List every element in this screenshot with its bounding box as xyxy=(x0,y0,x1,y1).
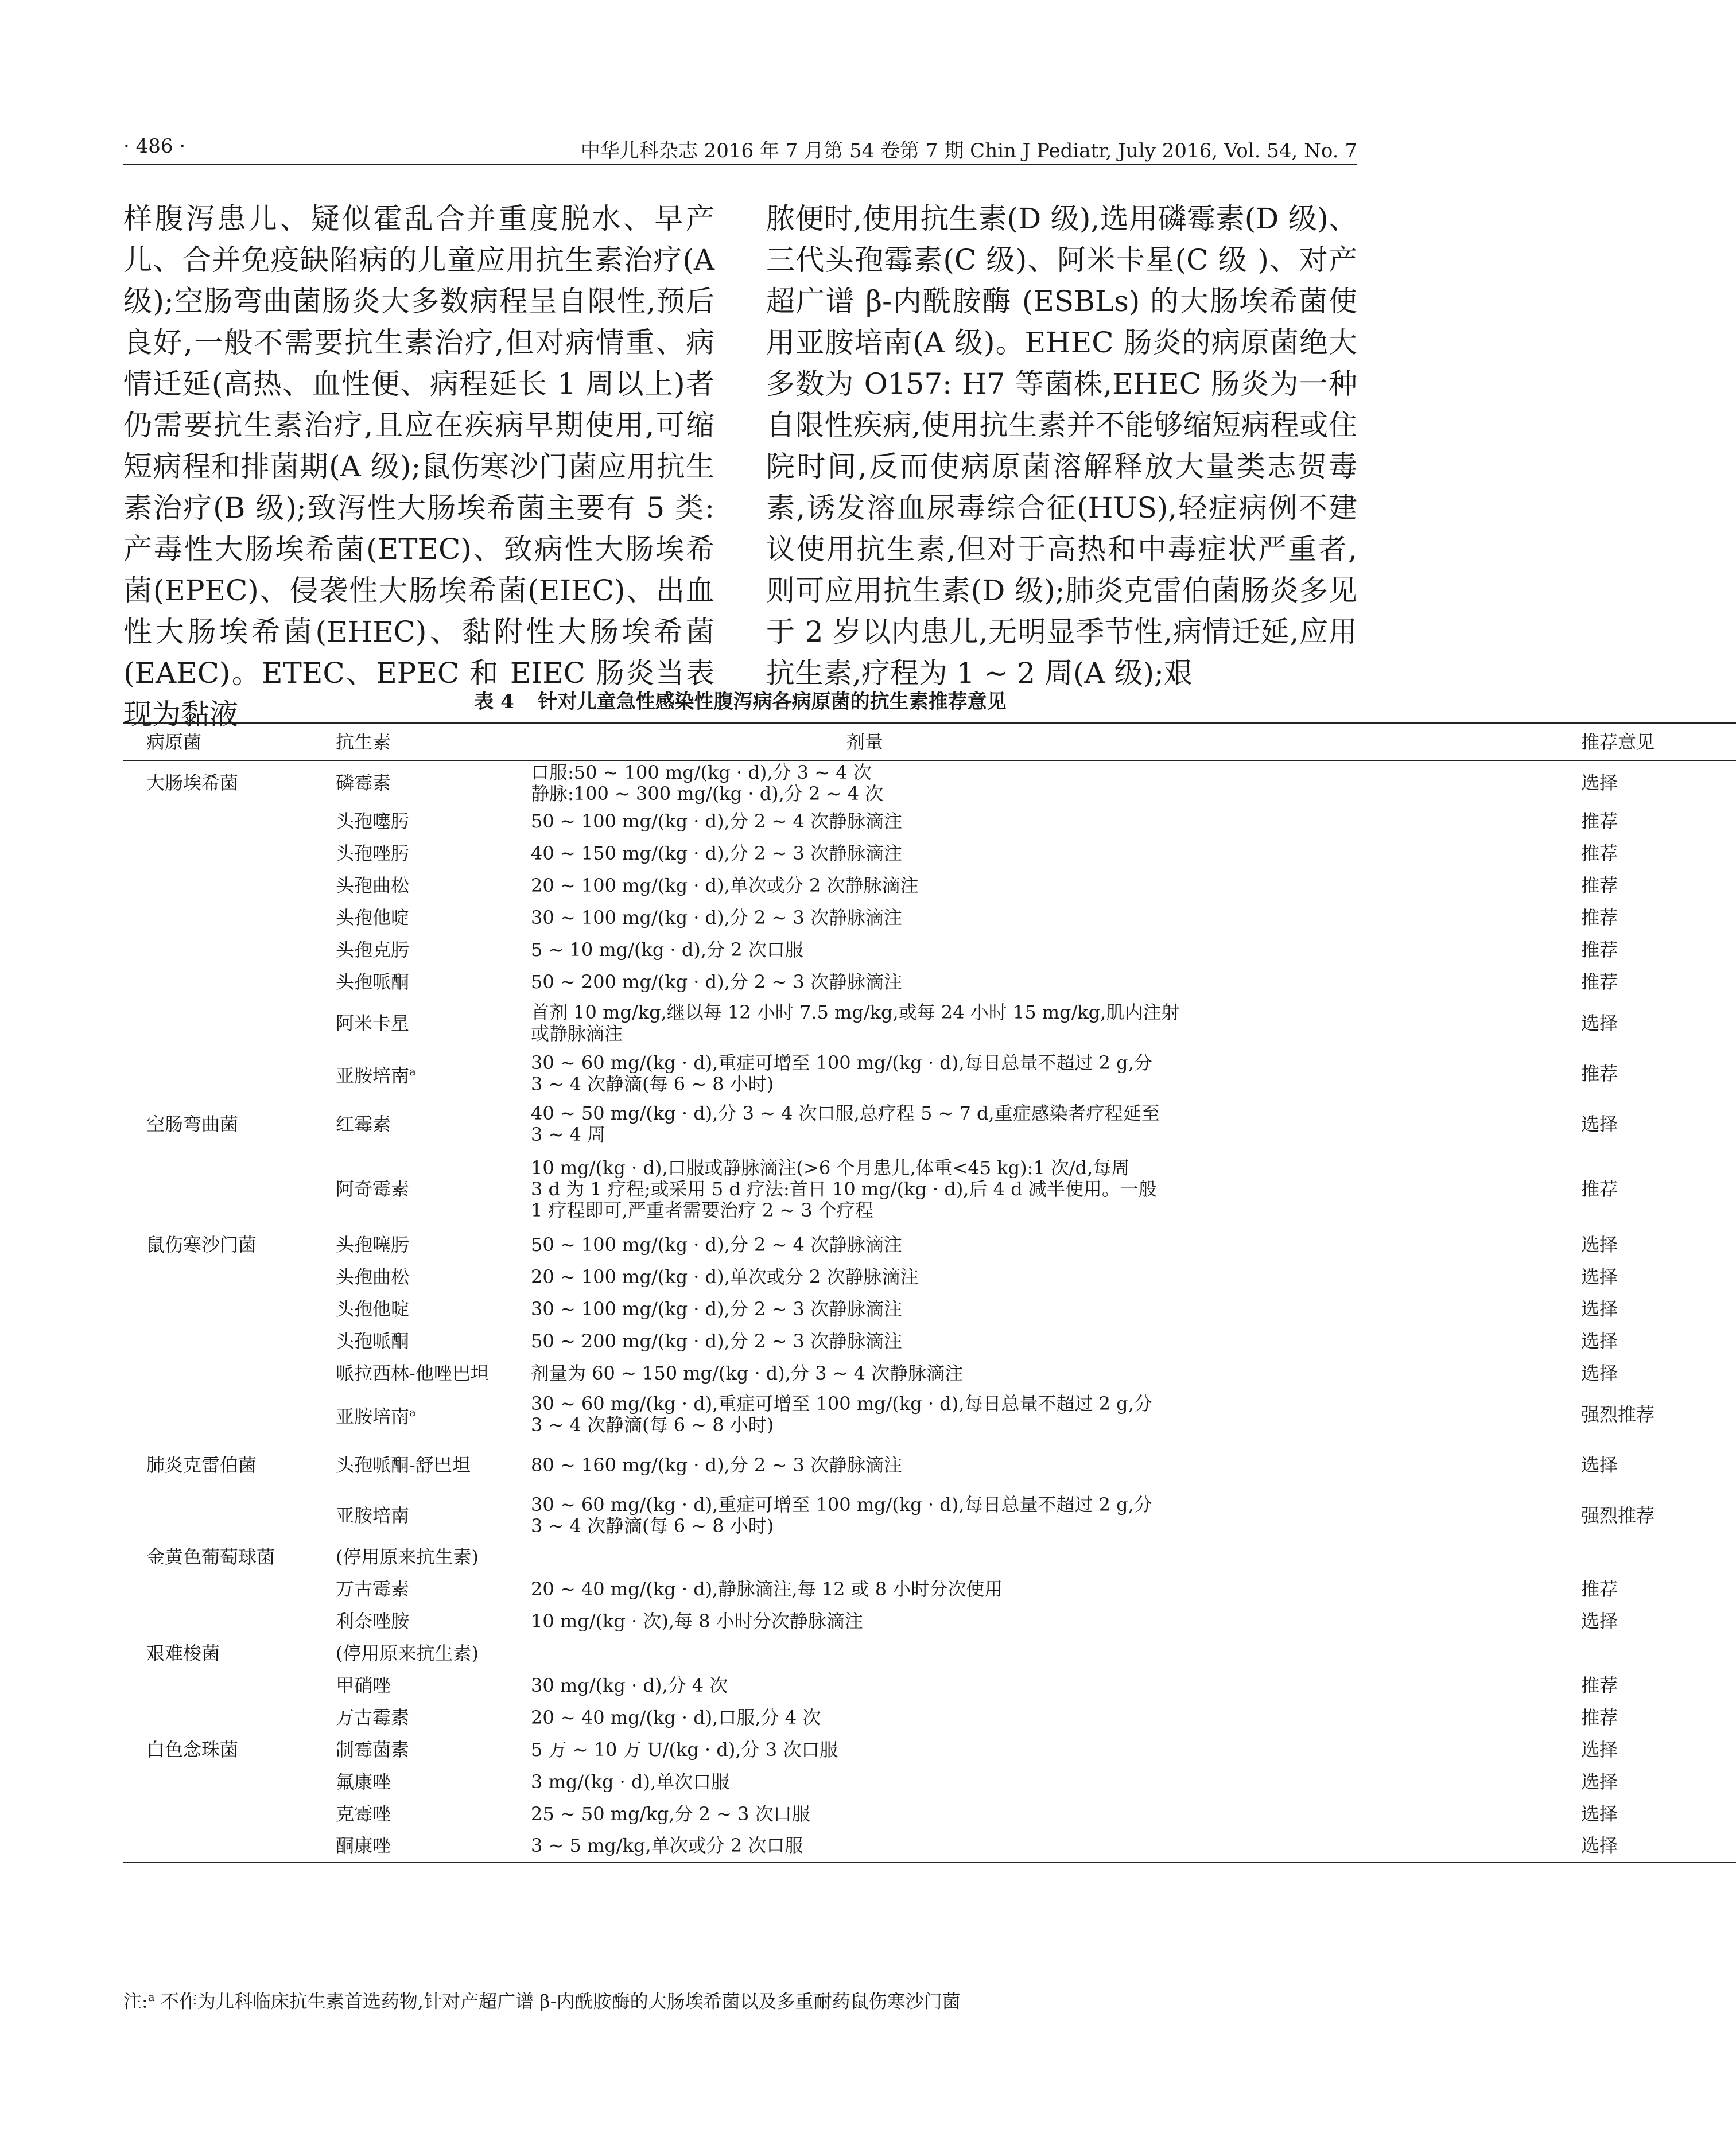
cell-pathogen xyxy=(123,1229,330,1261)
cell-recommendation: 推荐 xyxy=(1581,1706,1618,1728)
cell-dose xyxy=(525,1637,1575,1669)
cell-dose: 3 ~ 5 mg/kg,单次或分 2 次口服 xyxy=(525,1830,1575,1862)
cell-recommendation xyxy=(1575,1637,1736,1669)
cell-dose: 50 ~ 200 mg/(kg · d),分 2 ~ 3 次静脉滴注 xyxy=(531,970,902,993)
antibiotic-name: 头孢克肟 xyxy=(336,938,410,961)
cell-antibiotic xyxy=(330,1389,525,1440)
cell-pathogen xyxy=(123,1798,330,1830)
footnote-text: 不作为儿科临床抗生素首选药物,针对产超广谱 β-内酰胺酶的大肠埃希菌以及多重耐药鼠伤寒沙门菌 xyxy=(160,1990,961,2012)
table-row xyxy=(123,1440,1736,1490)
cell-recommendation xyxy=(1575,1541,1736,1573)
cell-antibiotic xyxy=(330,1830,525,1862)
cell-antibiotic xyxy=(330,1669,525,1701)
table-row xyxy=(123,1261,1736,1293)
table-row xyxy=(123,869,1736,902)
footnote-ref-mark: a xyxy=(409,1064,416,1078)
cell-antibiotic xyxy=(330,1149,525,1229)
cell-pathogen xyxy=(123,805,330,837)
cell-antibiotic xyxy=(330,1048,525,1099)
cell-recommendation: 强烈推荐 xyxy=(1581,1403,1655,1425)
body-text-left-column: 样腹泻患儿、疑似霍乱合并重度脱水、早产儿、合并免疫缺陷病的儿童应用抗生素治疗(A 级);空肠弯曲菌肠炎大多数病程呈自限性,预后良好,一般不需要抗生素治疗,但对病情重、病情迁延(高热、血性便、病程延长 1 周以上)者仍需要抗生素治疗,且应在疾病早期使用,可缩短病程和排菌期(A 级);鼠伤寒沙门菌应用抗生素治疗(B 级);致泻性大肠埃希菌主要有 5 类:产毒性大肠埃希菌(ETEC)、致病性大肠埃希菌(EPEC)、侵袭性大肠埃希菌(EIEC)、出血性大肠埃希菌(EHEC)、黏附性大肠埃希菌(EAEC)。ETEC、EPEC 和 EIEC 肠炎当表现为黏液 xyxy=(123,202,714,731)
cell-pathogen xyxy=(123,1734,330,1766)
cell-antibiotic xyxy=(330,1701,525,1734)
cell-antibiotic xyxy=(330,837,525,869)
header-recommendation: 推荐意见 xyxy=(1575,723,1736,761)
antibiotic-name: 万古霉素 xyxy=(336,1706,410,1728)
cell-recommendation: 选择 xyxy=(1581,1454,1618,1476)
antibiotic-name: 氟康唑 xyxy=(336,1770,391,1793)
cell-dose: 30 ~ 60 mg/(kg · d),重症可增至 100 mg/(kg · d),每日总量不超过 2 g,分 3 ~ 4 次静滴(每 6 ~ 8 小时) xyxy=(531,1393,1152,1436)
cell-antibiotic xyxy=(330,869,525,902)
table-row xyxy=(123,1099,1736,1149)
cell-dose: 30 ~ 100 mg/(kg · d),分 2 ~ 3 次静脉滴注 xyxy=(531,906,902,928)
antibiotic-name: 克霉唑 xyxy=(336,1802,391,1825)
cell-recommendation: 强烈推荐 xyxy=(1581,1504,1655,1526)
cell-recommendation: 推荐 xyxy=(1581,1178,1618,1200)
cell-pathogen xyxy=(123,1293,330,1325)
cell-antibiotic xyxy=(330,1440,525,1490)
cell-antibiotic xyxy=(330,1541,525,1573)
cell-recommendation: 推荐 xyxy=(1581,874,1618,896)
antibiotic-name: 利奈唑胺 xyxy=(336,1610,410,1632)
cell-recommendation: 选择 xyxy=(1581,1738,1618,1761)
table-header-row xyxy=(123,723,1736,761)
cell-dose: 40 ~ 150 mg/(kg · d),分 2 ~ 3 次静脉滴注 xyxy=(531,842,902,864)
antibiotic-name: (停用原来抗生素) xyxy=(336,1642,479,1664)
page-number: · 486 · xyxy=(123,135,186,158)
cell-pathogen xyxy=(123,902,330,934)
cell-antibiotic xyxy=(330,1325,525,1357)
table-row xyxy=(123,1149,1736,1229)
cell-dose: 50 ~ 100 mg/(kg · d),分 2 ~ 4 次静脉滴注 xyxy=(531,810,902,832)
cell-recommendation: 选择 xyxy=(1581,1330,1618,1352)
table-caption xyxy=(123,686,1357,720)
table-row xyxy=(123,902,1736,934)
cell-dose: 10 mg/(kg · 次),每 8 小时分次静脉滴注 xyxy=(531,1610,863,1632)
cell-recommendation: 选择 xyxy=(1581,1362,1618,1384)
cell-dose: 口服:50 ~ 100 mg/(kg · d),分 3 ~ 4 次 静脉:100 ~ 300 mg/(kg · d),分 2 ~ 4 次 xyxy=(531,761,884,805)
table-row xyxy=(123,966,1736,998)
cell-dose: 20 ~ 40 mg/(kg · d),静脉滴注,每 12 或 8 小时分次使用 xyxy=(531,1577,1003,1600)
cell-dose: 40 ~ 50 mg/(kg · d),分 3 ~ 4 次口服,总疗程 5 ~ 7 d,重症感染者疗程延至 3 ~ 4 周 xyxy=(531,1102,1160,1145)
cell-dose: 30 mg/(kg · d),分 4 次 xyxy=(531,1674,728,1696)
antibiotic-name: 头孢曲松 xyxy=(336,1265,410,1288)
cell-antibiotic xyxy=(330,1605,525,1637)
cell-recommendation: 选择 xyxy=(1581,1610,1618,1632)
footnote-mark: a xyxy=(147,1990,155,2004)
table-row xyxy=(123,1830,1736,1862)
cell-pathogen xyxy=(123,1573,330,1605)
cell-recommendation: 选择 xyxy=(1581,1265,1618,1288)
cell-dose: 首剂 10 mg/kg,继以每 12 小时 7.5 mg/kg,或每 24 小时 15 mg/kg,肌内注射 或静脉滴注 xyxy=(531,1001,1180,1044)
footnote-prefix: 注: xyxy=(123,1990,148,2012)
cell-dose: 30 ~ 60 mg/(kg · d),重症可增至 100 mg/(kg · d),每日总量不超过 2 g,分 3 ~ 4 次静滴(每 6 ~ 8 小时) xyxy=(531,1052,1152,1095)
cell-antibiotic xyxy=(330,1734,525,1766)
cell-dose: 3 mg/(kg · d),单次口服 xyxy=(531,1770,730,1793)
antibiotic-name: 亚胺培南 xyxy=(336,1405,410,1428)
cell-pathogen xyxy=(123,1605,330,1637)
antibiotic-name: 万古霉素 xyxy=(336,1577,410,1600)
antibiotic-name: 甲硝唑 xyxy=(336,1674,391,1696)
cell-pathogen xyxy=(123,934,330,966)
cell-dose: 80 ~ 160 mg/(kg · d),分 2 ~ 3 次静脉滴注 xyxy=(531,1454,902,1476)
cell-pathogen xyxy=(123,1440,330,1490)
table-row xyxy=(123,1357,1736,1389)
antibiotic-recommendation-table xyxy=(123,722,1736,1863)
antibiotic-name: 亚胺培南 xyxy=(336,1064,410,1087)
cell-pathogen xyxy=(123,760,330,805)
header-dose: 剂量 xyxy=(525,723,1575,761)
antibiotic-name: (停用原来抗生素) xyxy=(336,1545,479,1568)
cell-recommendation: 选择 xyxy=(1575,1830,1736,1862)
footnote-ref-mark: a xyxy=(409,1405,416,1419)
table-row xyxy=(123,1229,1736,1261)
antibiotic-name: 头孢哌酮 xyxy=(336,1330,410,1352)
cell-antibiotic xyxy=(330,1637,525,1669)
cell-recommendation: 选择 xyxy=(1581,1113,1618,1135)
body-text-right-column: 脓便时,使用抗生素(D 级),选用磷霉素(D 级)、三代头孢霉素(C 级)、阿米卡星(C 级 )、对产超广谱 β-内酰胺酶 (ESBLs) 的大肠埃希菌使用亚胺培南(A 级)。EHEC 肠炎的病原菌绝大多数为 O157: H7 等菌株,EHEC 肠炎为一种自限性疾病,使用抗生素并不能够缩短病程或住院时间,反而使病原菌溶解释放大量类志贺毒素,诱发溶血尿毒综合征(HUS),轻症病例不建议使用抗生素,但对于高热和中毒症状严重者,则可应用抗生素(D 级);肺炎克雷伯菌肠炎多见于 2 岁以内患儿,无明显季节性,病情迁延,应用抗生素,疗程为 1 ~ 2 周(A 级);艰 xyxy=(766,202,1357,690)
antibiotic-name: 酮康唑 xyxy=(336,1834,391,1856)
cell-antibiotic xyxy=(330,1573,525,1605)
cell-pathogen xyxy=(123,1099,330,1149)
antibiotic-name: 头孢他啶 xyxy=(336,906,410,928)
table-row xyxy=(123,760,1736,805)
cell-recommendation: 选择 xyxy=(1581,772,1618,794)
table-row xyxy=(123,1637,1736,1669)
cell-recommendation: 选择 xyxy=(1581,1297,1618,1320)
cell-antibiotic xyxy=(330,966,525,998)
table-row xyxy=(123,1669,1736,1701)
cell-pathogen xyxy=(123,1766,330,1798)
cell-dose xyxy=(525,1541,1575,1573)
cell-dose: 10 mg/(kg · d),口服或静脉滴注(>6 个月患儿,体重<45 kg):1 次/d,每周 3 d 为 1 疗程;或采用 5 d 疗法:首日 10 mg/(kg · d),后 4 d 减半使用。一般 1 疗程即可,严重者需要治疗 2 ~ 3 个疗程 xyxy=(531,1156,1157,1221)
cell-dose: 5 万 ~ 10 万 U/(kg · d),分 3 次口服 xyxy=(531,1738,838,1761)
cell-recommendation: 推荐 xyxy=(1581,1577,1618,1600)
cell-antibiotic xyxy=(330,1357,525,1389)
table-row xyxy=(123,1048,1736,1099)
cell-recommendation: 推荐 xyxy=(1581,842,1618,864)
pathogen-name: 鼠伤寒沙门菌 xyxy=(146,1233,257,1256)
journal-citation: 中华儿科杂志 2016 年 7 月第 54 卷第 7 期 Chin J Pediatr, July 2016, Vol. 54, No. 7 xyxy=(580,139,1357,162)
pathogen-name: 艰难梭菌 xyxy=(146,1642,220,1664)
cell-pathogen xyxy=(123,1357,330,1389)
table-row xyxy=(123,934,1736,966)
cell-pathogen xyxy=(123,1669,330,1701)
cell-antibiotic xyxy=(330,934,525,966)
cell-pathogen xyxy=(123,1830,330,1862)
antibiotic-name: 阿米卡星 xyxy=(336,1012,410,1034)
cell-pathogen xyxy=(123,1325,330,1357)
antibiotic-name: 头孢噻肟 xyxy=(336,810,410,832)
pathogen-name: 白色念珠菌 xyxy=(146,1738,239,1761)
antibiotic-name: 阿奇霉素 xyxy=(336,1178,410,1200)
antibiotic-name: 头孢噻肟 xyxy=(336,1233,410,1256)
cell-dose: 25 ~ 50 mg/kg,分 2 ~ 3 次口服 xyxy=(531,1802,810,1825)
cell-recommendation: 选择 xyxy=(1581,1233,1618,1256)
table-row xyxy=(123,1798,1736,1830)
table-row xyxy=(123,998,1736,1048)
table-title: 针对儿童急性感染性腹泻病各病原菌的抗生素推荐意见 xyxy=(538,690,1007,713)
antibiotic-name: 亚胺培南 xyxy=(336,1504,410,1526)
cell-dose: 20 ~ 100 mg/(kg · d),单次或分 2 次静脉滴注 xyxy=(531,1265,919,1288)
header-antibiotic: 抗生素 xyxy=(330,723,525,761)
antibiotic-name: 哌拉西林-他唑巴坦 xyxy=(336,1362,489,1384)
cell-pathogen xyxy=(123,1637,330,1669)
pathogen-name: 肺炎克雷伯菌 xyxy=(146,1454,257,1476)
antibiotic-name: 头孢曲松 xyxy=(336,874,410,896)
cell-antibiotic xyxy=(330,1099,525,1149)
cell-pathogen xyxy=(123,869,330,902)
cell-pathogen xyxy=(123,966,330,998)
cell-pathogen xyxy=(123,1490,330,1541)
cell-recommendation: 推荐 xyxy=(1581,1674,1618,1696)
table-row xyxy=(123,1389,1736,1440)
cell-antibiotic xyxy=(330,1293,525,1325)
cell-dose: 30 ~ 60 mg/(kg · d),重症可增至 100 mg/(kg · d),每日总量不超过 2 g,分 3 ~ 4 次静滴(每 6 ~ 8 小时) xyxy=(531,1494,1152,1537)
antibiotic-name: 磷霉素 xyxy=(336,772,391,794)
cell-dose: 20 ~ 100 mg/(kg · d),单次或分 2 次静脉滴注 xyxy=(531,874,919,896)
cell-pathogen xyxy=(123,1149,330,1229)
table-number: 表 4 xyxy=(474,690,514,713)
table-row xyxy=(123,1325,1736,1357)
table-row xyxy=(123,805,1736,837)
cell-antibiotic xyxy=(330,1490,525,1541)
table-row xyxy=(123,1605,1736,1637)
antibiotic-name: 红霉素 xyxy=(336,1113,391,1135)
antibiotic-name: 头孢唑肟 xyxy=(336,842,410,864)
cell-antibiotic xyxy=(330,1229,525,1261)
pathogen-name: 空肠弯曲菌 xyxy=(146,1113,239,1135)
cell-pathogen xyxy=(123,1048,330,1099)
cell-recommendation: 推荐 xyxy=(1581,970,1618,993)
cell-pathogen xyxy=(123,1261,330,1293)
table-row xyxy=(123,1573,1736,1605)
cell-antibiotic xyxy=(330,805,525,837)
cell-recommendation: 推荐 xyxy=(1581,810,1618,832)
cell-pathogen xyxy=(123,998,330,1048)
cell-dose: 5 ~ 10 mg/(kg · d),分 2 次口服 xyxy=(531,938,803,961)
cell-antibiotic xyxy=(330,1798,525,1830)
table-row xyxy=(123,1766,1736,1798)
cell-pathogen xyxy=(123,1389,330,1440)
cell-recommendation: 选择 xyxy=(1581,1012,1618,1034)
pathogen-name: 大肠埃希菌 xyxy=(146,772,239,794)
cell-dose: 20 ~ 40 mg/(kg · d),口服,分 4 次 xyxy=(531,1706,821,1728)
cell-dose: 50 ~ 100 mg/(kg · d),分 2 ~ 4 次静脉滴注 xyxy=(531,1233,902,1256)
cell-pathogen xyxy=(123,1701,330,1734)
cell-recommendation: 推荐 xyxy=(1581,906,1618,928)
cell-recommendation: 选择 xyxy=(1581,1770,1618,1793)
table-body xyxy=(123,760,1736,1862)
pathogen-name: 金黄色葡萄球菌 xyxy=(146,1545,275,1568)
cell-dose: 30 ~ 100 mg/(kg · d),分 2 ~ 3 次静脉滴注 xyxy=(531,1297,902,1320)
table-row xyxy=(123,1293,1736,1325)
table-row xyxy=(123,1701,1736,1734)
cell-recommendation: 推荐 xyxy=(1581,1062,1618,1085)
table-row xyxy=(123,837,1736,869)
antibiotic-name: 头孢哌酮 xyxy=(336,970,410,993)
header-pathogen: 病原菌 xyxy=(123,723,330,761)
cell-dose: 剂量为 60 ~ 150 mg/(kg · d),分 3 ~ 4 次静脉滴注 xyxy=(531,1362,964,1384)
table-row xyxy=(123,1541,1736,1573)
antibiotic-table-container xyxy=(123,722,1655,1863)
cell-recommendation: 选择 xyxy=(1581,1802,1618,1825)
table-row xyxy=(123,1734,1736,1766)
antibiotic-name: 头孢哌酮-舒巴坦 xyxy=(336,1454,471,1476)
cell-antibiotic xyxy=(330,760,525,805)
cell-dose: 50 ~ 200 mg/(kg · d),分 2 ~ 3 次静脉滴注 xyxy=(531,1330,902,1352)
cell-antibiotic xyxy=(330,1261,525,1293)
cell-antibiotic xyxy=(330,998,525,1048)
running-header xyxy=(123,129,1357,165)
cell-antibiotic xyxy=(330,1766,525,1798)
cell-antibiotic xyxy=(330,902,525,934)
cell-recommendation: 推荐 xyxy=(1581,938,1618,961)
table-footnote xyxy=(123,1985,1357,2013)
antibiotic-name: 制霉菌素 xyxy=(336,1738,410,1761)
cell-pathogen xyxy=(123,837,330,869)
antibiotic-name: 头孢他啶 xyxy=(336,1297,410,1320)
table-row xyxy=(123,1490,1736,1541)
cell-pathogen xyxy=(123,1541,330,1573)
